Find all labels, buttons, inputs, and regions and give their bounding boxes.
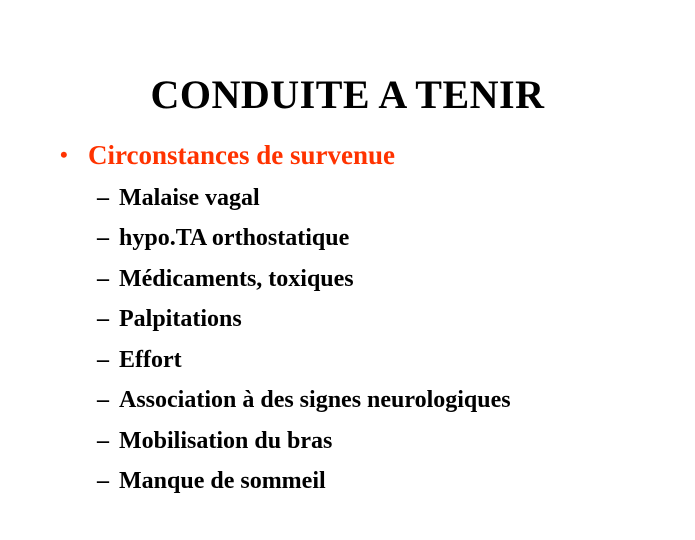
dash-icon: – [97,387,109,414]
dash-icon: – [97,184,109,211]
list-item [97,219,511,260]
main-bullet-text: Circonstances de survenue [88,139,395,170]
dash-icon: – [97,265,109,292]
slide-title: CONDUITE A TENIR [150,72,545,117]
list-item [97,340,511,381]
dash-icon: – [97,468,109,495]
list-item [97,421,511,462]
dash-icon: – [97,346,109,373]
list-item-text: Médicaments, toxiques [119,265,354,292]
list-item-text: Mobilisation du bras [119,427,333,454]
dash-icon: – [97,306,109,333]
list-item [97,462,511,503]
list-item-text: Association à des signes neurologiques [119,387,511,414]
list-item [97,259,511,300]
sub-bullet-list [97,178,511,502]
list-item [97,300,511,341]
list-item [97,178,511,219]
list-item [97,381,511,422]
list-item-text: Malaise vagal [119,184,260,211]
dash-icon: – [97,225,109,252]
main-bullet [60,137,395,173]
bullet-icon: • [60,142,68,167]
list-item-text: Palpitations [119,306,242,333]
list-item-text: Manque de sommeil [119,468,326,495]
dash-icon: – [97,427,109,454]
list-item-text: Effort [119,346,182,373]
list-item-text: hypo.TA orthostatique [119,225,350,252]
